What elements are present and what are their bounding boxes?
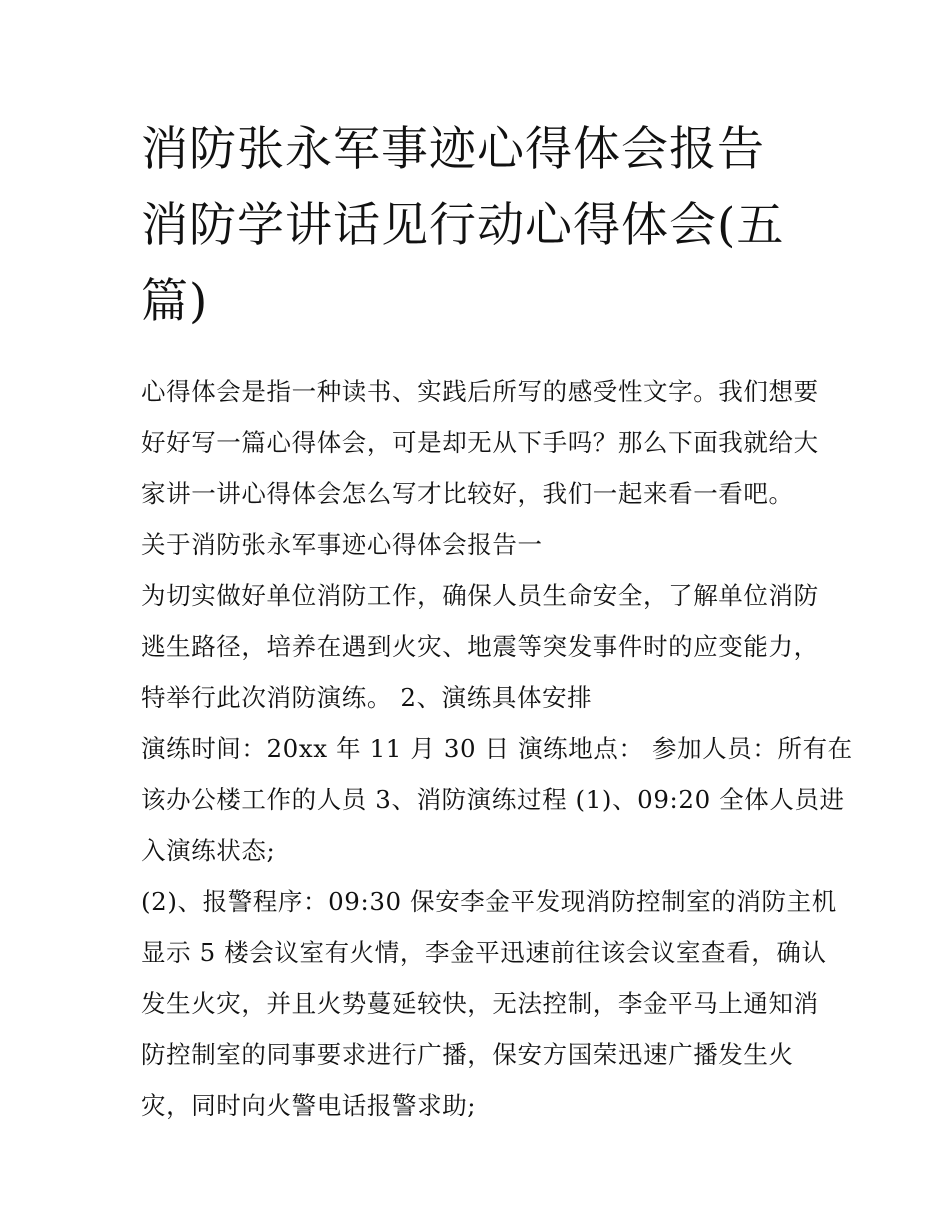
paragraph-line-5: 该办公楼工作的人员 3、消防演练过程 (1)、09:20 全体人员进: [141, 785, 845, 814]
document-page: [141, 112, 853, 1131]
intro-line-1: 心得体会是指一种读书、实践后所写的感受性文字。我们想要: [141, 377, 819, 406]
intro-line-3: 家讲一讲心得体会怎么写才比较好，我们一起来看一看吧。: [141, 479, 794, 508]
paragraph-line-8: 显示 5 楼会议室有火情，李金平迅速前往该会议室查看，确认: [141, 938, 827, 967]
paragraph-line-4: 演练时间：20xx 年 11 月 30 日 演练地点： 参加人员：所有在: [141, 734, 853, 763]
document-title: [141, 112, 821, 340]
paragraph-line-11: 灾，同时向火警电话报警求助;: [141, 1091, 477, 1120]
document-body: [141, 366, 853, 1131]
paragraph-line-3: 特举行此次消防演练。 2、演练具体安排: [141, 683, 593, 712]
paragraph-line-6: 入演练状态;: [141, 836, 276, 865]
paragraph-line-9: 发生火灾，并且火势蔓延较快，无法控制，李金平马上通知消: [141, 989, 819, 1018]
paragraph-line-7: (2)、报警程序：09:30 保安李金平发现消防控制室的消防主机: [141, 887, 837, 916]
title-line-3: 篇): [141, 274, 209, 329]
paragraph-line-1: 为切实做好单位消防工作，确保人员生命安全，了解单位消防: [141, 581, 819, 610]
paragraph-line-2: 逃生路径，培养在遇到火灾、地震等突发事件时的应变能力，: [141, 632, 819, 661]
intro-line-2: 好好写一篇心得体会，可是却无从下手吗？那么下面我就给大: [141, 428, 819, 457]
title-line-1: 消防张永军事迹心得体会报告: [141, 122, 765, 177]
section-heading: 关于消防张永军事迹心得体会报告一: [141, 530, 543, 559]
title-line-2: 消防学讲话见行动心得体会(五: [141, 198, 785, 253]
paragraph-line-10: 防控制室的同事要求进行广播，保安方国荣迅速广播发生火: [141, 1040, 794, 1069]
